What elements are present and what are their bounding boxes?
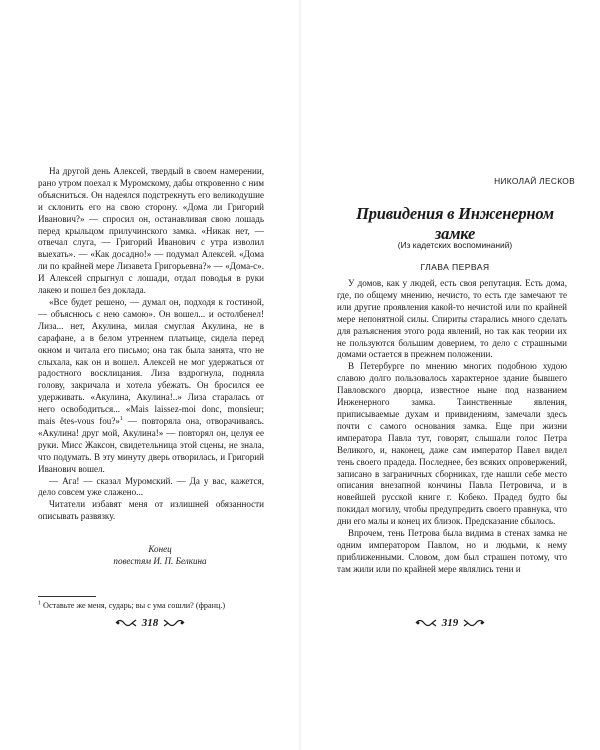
- scroll-ornament-left-icon: [415, 617, 437, 629]
- paragraph: В Петербурге по мнению многих подобною худою славою долго пользовалось характерное здание бывшего Павловского дворца, известное ныне под названием Инженерного замка. Таинственные явления, приписываемые духам и привидениям, замечали здесь почти с самого основания замка. Еще при жизни императора Павла тут, говорят, слышали голос Петра Великого, и, наконец, даже сам император Павел видел тень своего прадеда. Последнее, без всяких опровержений, записано в заграничных сборниках, где нашли себе место описания внезапной кончины Павла Петровича, и в новейшей русской книге г. Кобеко. Прадед будто бы покидал могилу, чтобы предупредить своего правнука, что дни его малы и конец их близок. Предсказание сбылось.: [337, 361, 567, 527]
- footnote-marker[interactable]: 1: [119, 416, 123, 422]
- scroll-ornament-right-icon: [463, 617, 485, 629]
- right-page: [300, 0, 600, 750]
- paragraph: У домов, как у людей, есть своя репутация. Есть дома, где, по общему мнению, нечисто, то есть где замечают те или другие проявления какой-то нечистой или по крайней мере непонятной силы. Спириты старались много сделать для разъяснения этого рода явлений, но так как теории их не пользуются большим доверием, то дело с страшными домами остается в прежнем положении.: [337, 278, 567, 360]
- paragraph: Читатели избавят меня от излишней обязанности описывать развязку.: [38, 499, 264, 522]
- footnote-number: 1: [38, 600, 41, 607]
- page-folio: [380, 615, 520, 631]
- ending-source: повестям И. П. Белкина: [113, 556, 207, 566]
- page-number: 319: [441, 617, 459, 629]
- page-folio: [80, 615, 220, 631]
- paragraph: Впрочем, тень Петрова была видима в стенах замка не одним императором Павлом, но и людьми, к нему приближенными. Словом, дом был страшен потому, что там жили или по крайней мере являлись тени и: [337, 528, 567, 574]
- paragraph-text: «Все будет решено, — думал он, подходя к гостиной, — объяснюсь с нею самою». Он вошел... и остолбенел! Лиза... нет, Акулина, милая смуглая Акулина, не в сарафане, а в белом утреннем платьице, сидела перед окном и читала его письмо; она так была занята, что не слыхала, как он и вошел. Алексей не мог удержаться от радостного восклицания. Лиза вздрогнула, подняла голову, закричала и хотела убежать. Он бросился ее удерживать. «Акулина, Акулина!..» Лиза старалась от него освободиться... «Mais laissez-moi donc, monsieur; mais êtes-vous fou?»: [38, 296, 264, 427]
- footnote-text: Оставьте же меня, сударь; вы с ума сошли? (франц.): [43, 601, 226, 610]
- paragraph: [38, 297, 264, 476]
- paragraph: — Ага! — сказал Муромский. — Да у вас, кажется, дело совсем уже слажено...: [38, 475, 264, 498]
- right-page-text: [337, 278, 567, 576]
- scroll-ornament-right-icon: [163, 617, 185, 629]
- running-head: НИКОЛАЙ ЛЕСКОВ: [494, 176, 575, 186]
- chapter-heading: ГЛАВА ПЕРВАЯ: [420, 262, 490, 272]
- story-subtitle: (Из кадетских воспоминаний): [397, 240, 513, 250]
- left-page-text: [38, 166, 264, 523]
- footnote: [38, 601, 278, 611]
- ending-label: Конец: [148, 544, 172, 554]
- paragraph-continuation: — повторяла она, отворачиваясь. «Акулина! друг мой, Акулина!» — повторял он, целуя ее руки. Мисс Жаксон, свидетельница этой сцены, не знала, что подумать. В эту минуту дверь отворилась, и Григорий Иванович вошел.: [38, 416, 264, 474]
- page-number: 318: [141, 617, 159, 629]
- scroll-ornament-left-icon: [115, 617, 137, 629]
- paragraph: На другой день Алексей, твердый в своем намерении, рано утром поехал к Муромскому, дабы откровенно с ним объясниться. Он надеялся подстрекнуть его великодушие и склонить его на свою сторону. «Дома ли Григорий Иванович?» — спросил он, останавливая свою лошадь перед крыльцом прилучинского замка. «Никак нет, — отвечал слуга, — Григорий Иванович с утра изволил выехать». — «Как досадно!» — подумал Алексей. «Дома ли по крайней мере Лизавета Григорьевна?» — «Дома-с». И Алексей спрыгнул с лошади, отдал поводья в руки лакею и пошел без доклада.: [38, 166, 264, 296]
- story-title: Привидения в Инженерном замке: [356, 204, 554, 243]
- footnote-divider: [38, 596, 96, 597]
